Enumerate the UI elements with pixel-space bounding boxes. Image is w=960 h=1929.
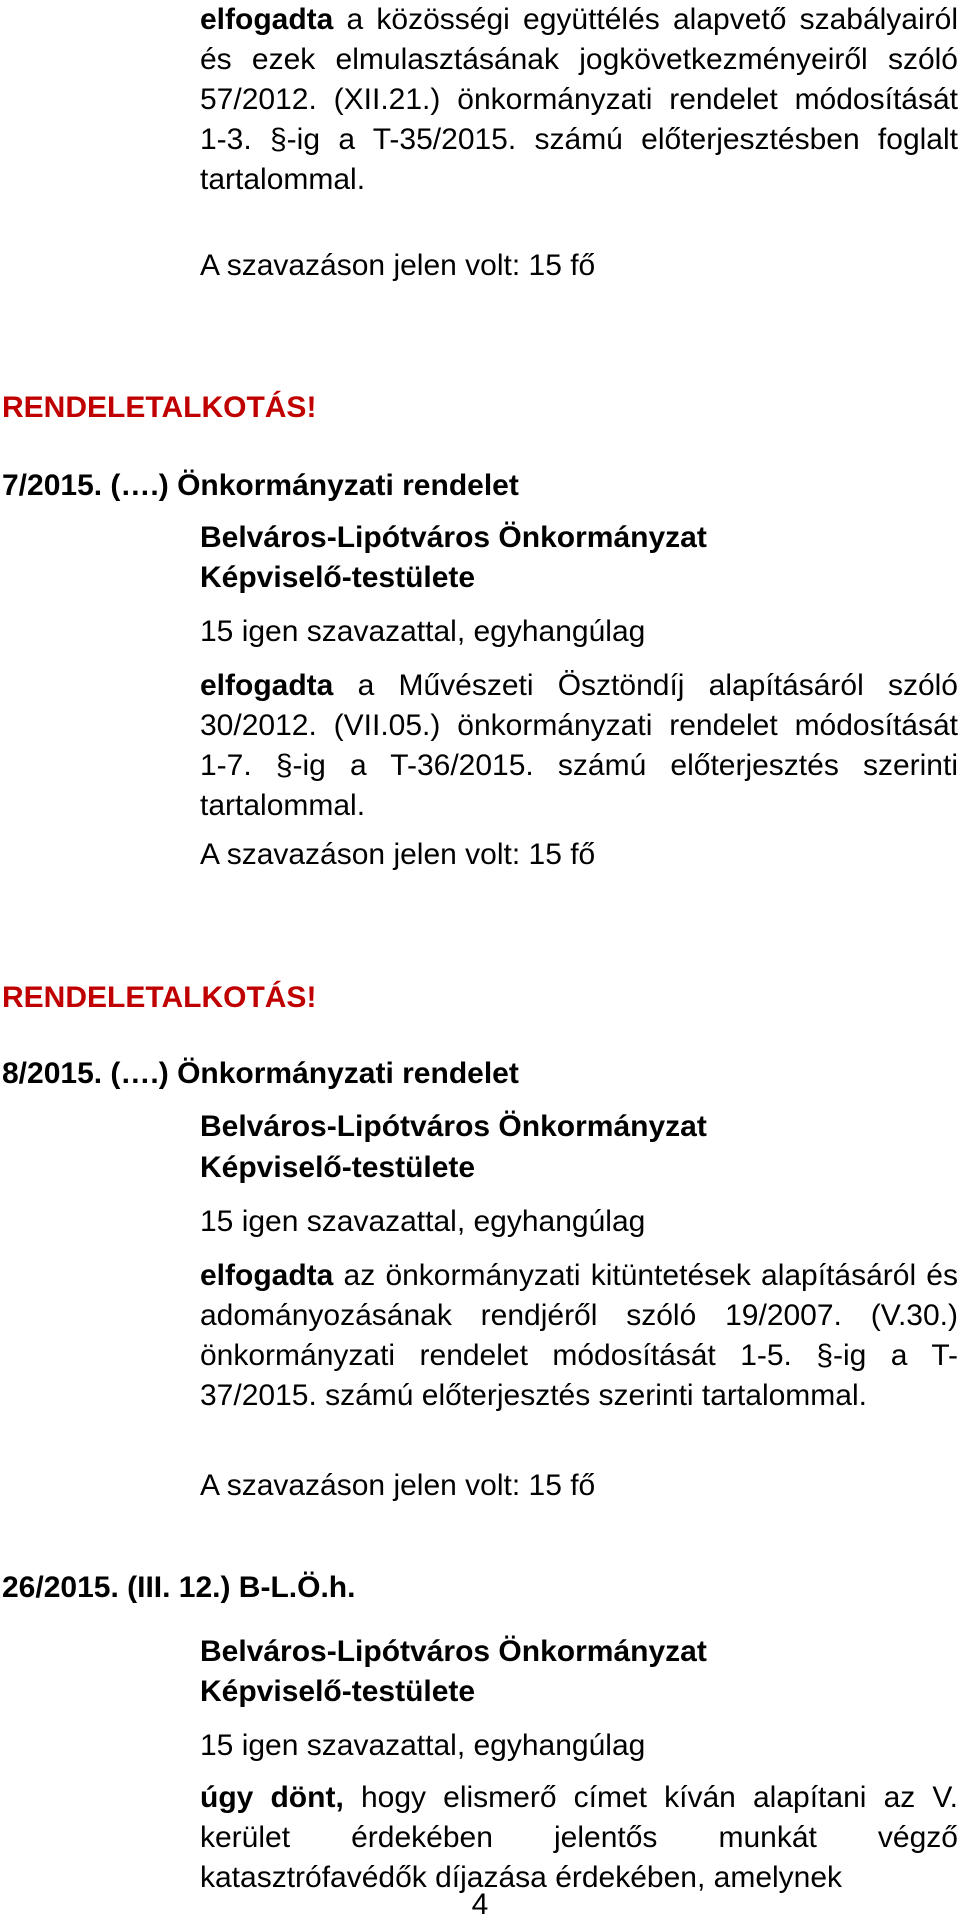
vote-result-1: 15 igen szavazattal, egyhangúlag bbox=[200, 615, 646, 648]
resolution-number: 26/2015. (III. 12.) B-L.Ö.h. bbox=[2, 1571, 356, 1604]
attendance-2: A szavazáson jelen volt: 15 fő bbox=[200, 838, 596, 871]
vote-result-3: 15 igen szavazattal, egyhangúlag bbox=[200, 1729, 646, 1762]
resolution-lead-4: úgy dönt, bbox=[200, 1781, 344, 1814]
page-number: 4 bbox=[471, 1888, 489, 1921]
resolution-paragraph-2 bbox=[200, 666, 958, 826]
section-heading-1: RENDELETALKOTÁS! bbox=[2, 391, 317, 424]
resolution-lead-1: elfogadta bbox=[200, 3, 334, 36]
resolution-lead-3: elfogadta bbox=[200, 1259, 334, 1292]
body-name-line1-1: Belváros-Lipótváros Önkormányzat bbox=[200, 521, 707, 554]
attendance-1: A szavazáson jelen volt: 15 fő bbox=[200, 249, 596, 282]
body-name-line1-3: Belváros-Lipótváros Önkormányzat bbox=[200, 1635, 707, 1668]
resolution-text-1: a közösségi együttélés alapvető szabályairól és ezek elmulasztásának jogkövetkezményeiről szóló 57/2012. (XII.21.) önkormányzati rendelet módosítását 1-3. §-ig a T-35/2015. számú előterjesztésben foglalt tartalommal. bbox=[200, 3, 958, 196]
decree-title-2: 8/2015. (….) Önkormányzati rendelet bbox=[2, 1057, 519, 1090]
vote-result-2: 15 igen szavazattal, egyhangúlag bbox=[200, 1205, 646, 1238]
resolution-paragraph-4 bbox=[200, 1778, 958, 1898]
body-name-line2-3: Képviselő-testülete bbox=[200, 1675, 476, 1708]
resolution-text-3: az önkormányzati kitüntetések alapításáról és adományozásának rendjéről szóló 19/2007. (V.30.) önkormányzati rendelet módosítását 1-5. §-ig a T-37/2015. számú előterjesztés szerinti tartalommal. bbox=[200, 1259, 958, 1412]
resolution-lead-2: elfogadta bbox=[200, 669, 334, 702]
resolution-text-4: hogy elismerő címet kíván alapítani az V. kerület érdekében jelentős munkát végző katasztrófavédők díjazása érdekében, amelynek bbox=[200, 1781, 958, 1894]
decree-title-1: 7/2015. (….) Önkormányzati rendelet bbox=[2, 469, 519, 502]
attendance-3: A szavazáson jelen volt: 15 fő bbox=[200, 1469, 596, 1502]
body-name-line1-2: Belváros-Lipótváros Önkormányzat bbox=[200, 1110, 707, 1143]
body-name-line2-1: Képviselő-testülete bbox=[200, 561, 476, 594]
resolution-paragraph-1 bbox=[200, 0, 958, 200]
resolution-paragraph-3 bbox=[200, 1256, 958, 1416]
body-name-line2-2: Képviselő-testülete bbox=[200, 1151, 476, 1184]
resolution-text-2: a Művészeti Ösztöndíj alapításáról szóló 30/2012. (VII.05.) önkormányzati rendelet módosítását 1-7. §-ig a T-36/2015. számú előterjesztés szerinti tartalommal. bbox=[200, 669, 958, 822]
section-heading-2: RENDELETALKOTÁS! bbox=[2, 981, 317, 1014]
